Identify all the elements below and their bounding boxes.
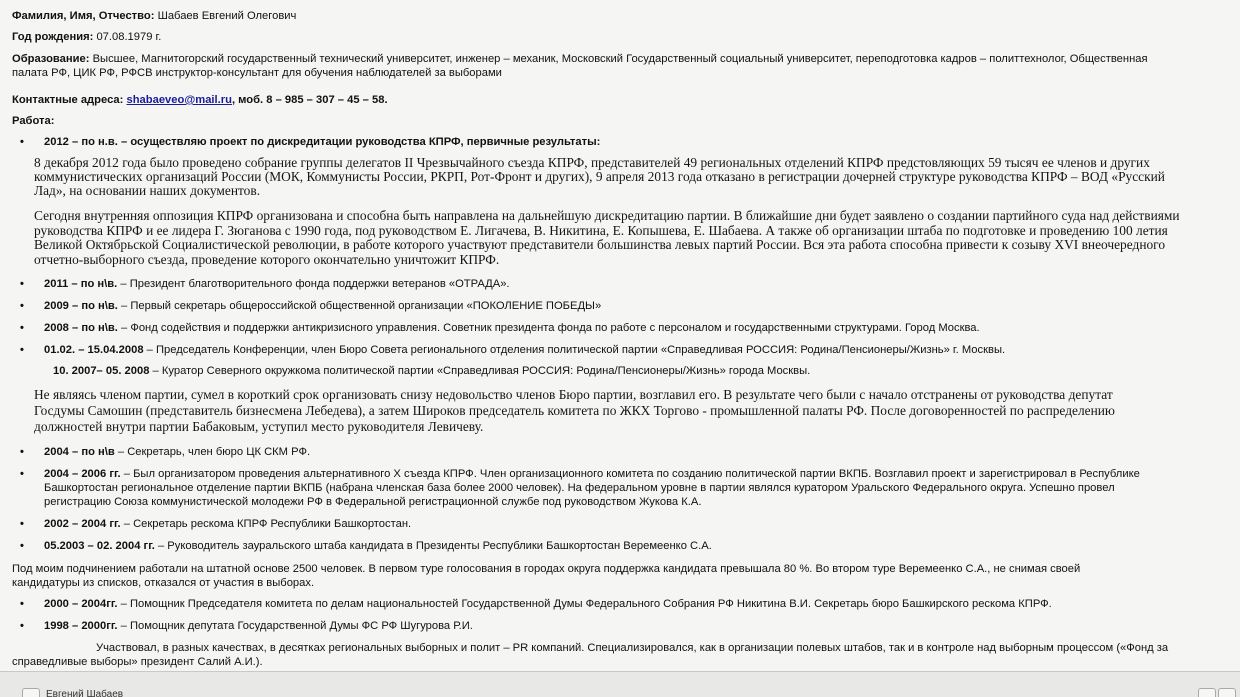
- list-item-desc: – Первый секретарь общероссийской общественной организации «ПОКОЛЕНИЕ ПОБЕДЫ»: [117, 300, 602, 312]
- list-item-date: 2002 – 2004 гг.: [44, 518, 121, 530]
- list-item-continuation: Башкортостан региональное отделение партии ВКПБ (набрана членская база более 2000 человек). На федеральном уровне в партии являлся куратором Уральского Федерального округа. Успешно провел: [44, 482, 1115, 494]
- list-item-text: [44, 344, 1005, 358]
- paragraph-line: справедливые выборы» президент Салий А.И.).: [12, 656, 263, 668]
- bullet-icon: •: [20, 468, 24, 480]
- numbered-item-date: 10. 2007– 05. 2008: [53, 365, 150, 377]
- birth-label: Год рождения:: [12, 31, 94, 43]
- list-item-desc: – Был организатором проведения альтернативного X съезда КПРФ. Член организационного комитета по созданию политической партии ВКПБ. Возглавил проект и зарегистрировал в Республике: [120, 468, 1140, 480]
- contact-line: [12, 94, 388, 108]
- bullet-icon: •: [20, 446, 24, 458]
- contact-label: Контактные адреса:: [12, 94, 124, 106]
- work-label: Работа:: [12, 115, 55, 127]
- paragraph-line: кандидатуры из списков, отказался от участия в выборах.: [12, 577, 315, 589]
- status-bar-right-button-1[interactable]: [1198, 688, 1216, 697]
- list-item-desc: – Секретарь, член бюро ЦК СКМ РФ.: [114, 446, 311, 458]
- paragraph-line: Госдумы Самошин (представитель бизнесмена Лебедева), а затем Широков председатель комитета по ЖКХ Торгово - промышленной палаты РФ. После договоренностей по распределению: [34, 403, 1115, 418]
- list-item-text: [44, 300, 601, 314]
- bullet-icon: •: [20, 620, 24, 632]
- email-link[interactable]: shabaeveo@mail.ru: [126, 94, 232, 106]
- birth-line: [12, 31, 161, 45]
- list-item-text: [44, 322, 980, 336]
- paragraph-line: Участвовал, в разных качествах, в десятках региональных выборных и полит – PR компаний. Специализировался, как в организации полевых штабов, так и в контроле над выборным процессом («Фонд за: [96, 642, 1169, 654]
- list-item-date: 01.02. – 15.04.2008: [44, 344, 144, 356]
- phone-text: , моб. 8 – 985 – 307 – 45 – 58.: [231, 94, 388, 106]
- list-item-desc: – Помощник депутата Государственной Думы ФС РФ Шугурова Р.И.: [117, 620, 473, 632]
- paragraph-line: должностей внутри партии Бабаковым, уступил место руководителя Левичеву.: [34, 419, 484, 434]
- education-line-2: палата РФ, ЦИК РФ, РФСВ инструктор-консультант для обучения наблюдателей за выборами: [12, 67, 502, 79]
- paragraph-line: Великой Октябрьской Социалистической революции, в работе которого участвуют представители большинства левых партий России. Вся эта работа способна привести к созыву XVI внеочередного: [34, 237, 1166, 252]
- education-line-1: [12, 53, 1148, 67]
- name-label: Фамилия, Имя, Отчество:: [12, 10, 155, 22]
- list-item-text: [44, 518, 411, 532]
- list-item-desc: – Президент благотворительного фонда поддержки ветеранов «ОТРАДА».: [117, 278, 510, 290]
- list-item-desc: – Руководитель зауральского штаба кандидата в Президенты Республики Башкортостан Веремеенко С.А.: [154, 540, 712, 552]
- paragraph-line: 8 декабря 2012 года было проведено собрание группы делегатов II Чрезвычайного съезда КПРФ, представителей 49 региональных отделений КПРФ предстовляющих 59 тысяч ее членов и других: [34, 155, 1150, 170]
- paragraph-line: Лад», на основании наших документов.: [34, 183, 261, 198]
- list-item-text: [44, 540, 712, 554]
- list-item-date: 2011 – по н\в.: [44, 278, 118, 290]
- bullet-icon: •: [20, 322, 24, 334]
- list-item-date: 1998 – 2000гг.: [44, 620, 118, 632]
- bullet-icon: •: [20, 136, 24, 148]
- list-item-desc: – Секретарь рескома КПРФ Республики Башкортостан.: [120, 518, 412, 530]
- bullet-icon: •: [20, 540, 24, 552]
- bullet-icon: •: [20, 344, 24, 356]
- list-item-desc: – Фонд содействия и поддержки антикризисного управления. Советник президента фонда по работе с персоналом и государственными структурами. Город Москва.: [117, 322, 980, 334]
- list-item-date: 05.2003 – 02. 2004 гг.: [44, 540, 155, 552]
- education-label: Образование:: [12, 53, 90, 65]
- list-item-date: 2004 – 2006 гг.: [44, 468, 121, 480]
- bullet-icon: •: [20, 598, 24, 610]
- list-item-text: [44, 446, 310, 460]
- numbered-item-desc: – Куратор Северного окружкома политической партии «Справедливая РОССИЯ: Родина/Пенсионеры/Жизнь» города Москвы.: [149, 365, 811, 377]
- bullet-icon: •: [20, 300, 24, 312]
- list-item-date: 2009 – по н\в.: [44, 300, 118, 312]
- list-item-text: [44, 468, 1140, 482]
- paragraph-line: Сегодня внутренняя оппозиция КПРФ организована и способна быть направлена на дальнейшую дискредитацию партии. В ближайшие дни будет заявлено о создании партийного суда над действиями: [34, 208, 1180, 223]
- paragraph-line: руководства КПРФ и ее лидера Г. Зюганова с 1990 года, под руководством Е. Лигачева, В. Никитина, Е. Копышева, Е. Шабаева. А также об организации штаба по подготовке и проведению 100 летия: [34, 223, 1168, 238]
- bullet-icon: •: [20, 278, 24, 290]
- education-text-1: Высшее, Магнитогорский государственный технический университет, инженер – механик, Московский Государственный социальный университет, переподготовка кадров – политтехнолог, Общественная: [92, 53, 1148, 65]
- status-bar: [0, 671, 1240, 697]
- list-item-desc: – Помощник Председателя комитета по делам национальностей Государственной Думы Федерального Собрания РФ Никитина В.И. Секретарь бюро Башкирского рескома КПРФ.: [117, 598, 1052, 610]
- paragraph-line: Не являясь членом партии, сумел в короткий срок организовать снизу недовольство членов Бюро партии, возглавил его. В результате чего были с начало отстранены от руководства депутат: [34, 387, 1113, 402]
- numbered-item: [53, 365, 810, 379]
- list-item-date: 2004 – по н\в: [44, 446, 115, 458]
- list-item-text: [44, 598, 1052, 612]
- list-item-date: 2000 – 2004гг.: [44, 598, 118, 610]
- list-item-continuation: регистрацию Союза коммунистической молодежи РФ в Федеральной регистрационной службе под руководством Жукова К.А.: [44, 496, 702, 508]
- bullet-icon: •: [20, 518, 24, 530]
- status-bar-label: Евгений Шабаев: [46, 689, 124, 697]
- status-bar-left-button[interactable]: [22, 688, 40, 697]
- status-bar-right-button-2[interactable]: [1218, 688, 1236, 697]
- paragraph-line: отчетно-выборного съезда, проведение которого окончательно уничтожит КПРФ.: [34, 252, 500, 267]
- paragraph-line: Под моим подчинением работали на штатной основе 2500 человек. В первом туре голосования в городах округа поддержка кандидата превышала 80 %. Во втором туре Веремеенко С.А., не снимая своей: [12, 563, 1081, 575]
- paragraph-line: коммунистических организаций России (МОК, Коммунисты России, РКРП, Рот-Фронт и других), 9 апреля 2013 года отказано в регистрации дочерней структуре руководства КПРФ – ВОД «Русский: [34, 169, 1165, 184]
- list-item-text: [44, 278, 510, 292]
- list-item-text: [44, 620, 473, 634]
- name-line: [12, 10, 296, 24]
- birth-value: 07.08.1979 г.: [96, 31, 162, 43]
- list-item-text: 2012 – по н.в. – осуществляю проект по дискредитации руководства КПРФ, первичные результаты:: [44, 136, 601, 148]
- name-value: Шабаев Евгений Олегович: [157, 10, 297, 22]
- list-item-date: 2008 – по н\в.: [44, 322, 118, 334]
- list-item-desc: – Председатель Конференции, член Бюро Совета регионального отделения политической партии «Справедливая РОССИЯ: Родина/Пенсионеры/Жизнь» г. Москвы.: [143, 344, 1006, 356]
